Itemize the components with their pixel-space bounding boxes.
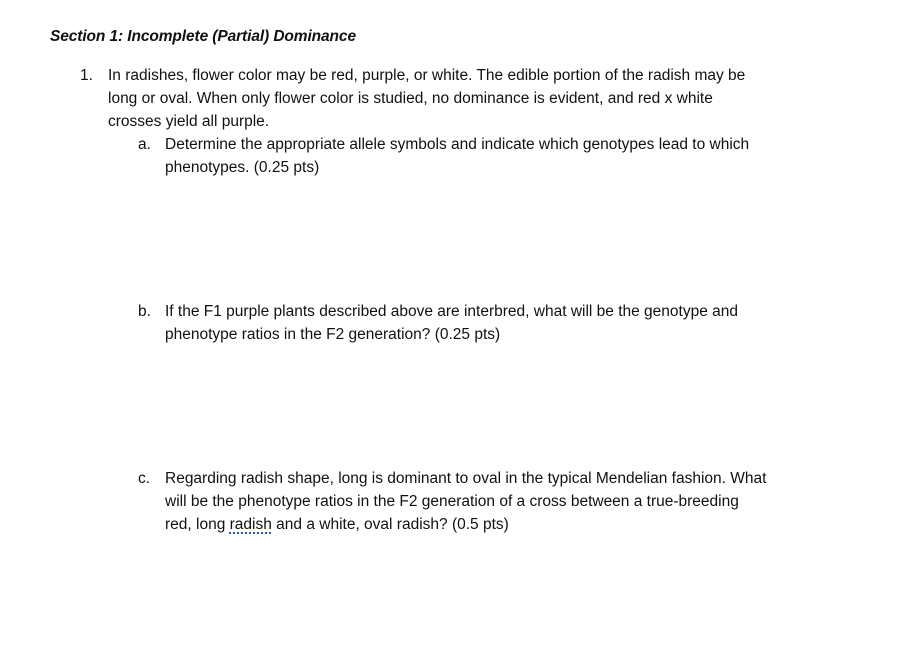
part-c-line-start: red, long <box>165 516 230 533</box>
part-b-line: phenotype ratios in the F2 generation? (0.25 pts) <box>165 326 501 343</box>
part-c-text <box>165 467 825 536</box>
part-b-text <box>165 300 825 346</box>
question-1-number: 1. <box>80 67 93 84</box>
part-b-line: If the F1 purple plants described above are interbred, what will be the genotype and <box>165 303 739 320</box>
part-a-marker: a. <box>138 136 151 153</box>
section-heading: Section 1: Incomplete (Partial) Dominance <box>50 28 356 45</box>
part-a-text <box>165 133 825 179</box>
part-c-line-end: and a white, oval radish? (0.5 pts) <box>271 516 509 533</box>
part-b-marker: b. <box>138 303 151 320</box>
part-c-marker: c. <box>138 470 151 487</box>
spellcheck-flagged-word[interactable]: radish <box>229 516 272 533</box>
part-a-line: phenotypes. (0.25 pts) <box>165 159 320 176</box>
part-c-line: will be the phenotype ratios in the F2 generation of a cross between a true-breeding <box>165 493 739 510</box>
question-1-line: crosses yield all purple. <box>108 113 270 130</box>
question-1-line: In radishes, flower color may be red, purple, or white. The edible portion of the radish may be <box>108 67 746 84</box>
part-a-line: Determine the appropriate allele symbols and indicate which genotypes lead to which <box>165 136 750 153</box>
question-1-text <box>108 64 808 133</box>
part-c-line: Regarding radish shape, long is dominant to oval in the typical Mendelian fashion. What <box>165 470 767 487</box>
part-c-line <box>165 513 825 536</box>
question-1-line: long or oval. When only flower color is studied, no dominance is evident, and red x white <box>108 90 713 107</box>
